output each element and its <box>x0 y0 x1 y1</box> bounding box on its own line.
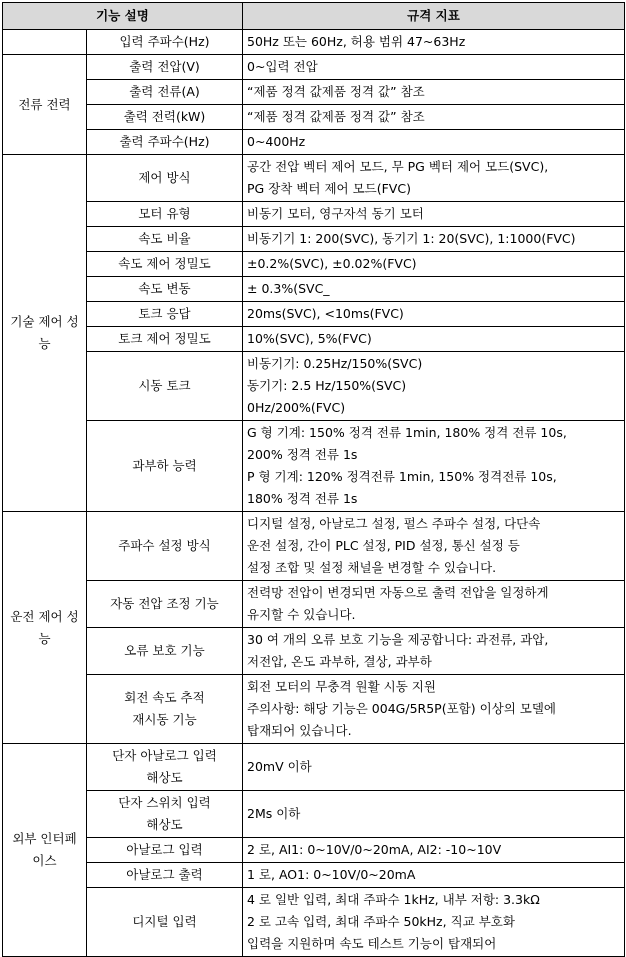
header-row <box>3 3 625 30</box>
table-row <box>3 202 625 227</box>
value-cell: 20ms(SVC), <10ms(FVC) <box>243 302 625 327</box>
feature-cell: 모터 유형 <box>87 202 243 227</box>
table-row <box>3 105 625 130</box>
table-row <box>3 327 625 352</box>
feature-cell: 속도 제어 정밀도 <box>87 252 243 277</box>
feature-cell: 출력 전압(V) <box>87 55 243 80</box>
table-row <box>3 888 625 957</box>
table-row <box>3 628 625 675</box>
value-cell: 10%(SVC), 5%(FVC) <box>243 327 625 352</box>
table-row <box>3 791 625 838</box>
table-row <box>3 227 625 252</box>
feature-cell: 자동 전압 조정 기능 <box>87 581 243 628</box>
feature-cell: 토크 제어 정밀도 <box>87 327 243 352</box>
value-cell: G 형 기계: 150% 정격 전류 1min, 180% 정격 전류 10s, 200% 정격 전류 1s P 형 기계: 120% 정격전류 1min, 150% 정격전류 10s, 180% 정격 전류 1s <box>243 421 625 512</box>
category-cell: 기술 제어 성능 <box>3 155 87 512</box>
value-cell: ± 0.3%(SVC_ <box>243 277 625 302</box>
feature-cell: 출력 전류(A) <box>87 80 243 105</box>
feature-cell: 입력 주파수(Hz) <box>87 30 243 55</box>
value-cell: “제품 정격 값제품 정격 값” 참조 <box>243 105 625 130</box>
value-cell: 0~입력 전압 <box>243 55 625 80</box>
value-cell: “제품 정격 값제품 정격 값” 참조 <box>243 80 625 105</box>
feature-cell: 디지털 입력 <box>87 888 243 957</box>
feature-cell: 제어 방식 <box>87 155 243 202</box>
table-row <box>3 277 625 302</box>
value-cell: 회전 모터의 무충격 원활 시동 지원 주의사항: 해당 기능은 004G/5R5P(포함) 이상의 모델에 탑재되어 있습니다. <box>243 675 625 744</box>
table-row <box>3 744 625 791</box>
feature-cell: 출력 전력(kW) <box>87 105 243 130</box>
table-row <box>3 863 625 888</box>
category-cell: 운전 제어 성능 <box>3 512 87 744</box>
feature-cell: 단자 아날로그 입력 해상도 <box>87 744 243 791</box>
feature-cell: 토크 응답 <box>87 302 243 327</box>
value-cell: 0~400Hz <box>243 130 625 155</box>
value-cell: 비동기 모터, 영구자석 동기 모터 <box>243 202 625 227</box>
table-row <box>3 130 625 155</box>
value-cell: 30 여 개의 오류 보호 기능을 제공합니다: 과전류, 과압, 저전압, 온도 과부하, 결상, 과부하 <box>243 628 625 675</box>
value-cell: 1 로, AO1: 0~10V/0~20mA <box>243 863 625 888</box>
table-row <box>3 252 625 277</box>
feature-cell: 과부하 능력 <box>87 421 243 512</box>
header-spec: 규격 지표 <box>243 3 625 30</box>
table-row <box>3 30 625 55</box>
feature-cell: 아날로그 출력 <box>87 863 243 888</box>
table-row <box>3 512 625 581</box>
spec-table <box>2 2 625 957</box>
value-cell: 2 로, AI1: 0~10V/0~20mA, AI2: -10~10V <box>243 838 625 863</box>
value-cell: ±0.2%(SVC), ±0.02%(FVC) <box>243 252 625 277</box>
table-row <box>3 581 625 628</box>
table-row <box>3 421 625 512</box>
feature-cell: 주파수 설정 방식 <box>87 512 243 581</box>
feature-cell: 속도 변동 <box>87 277 243 302</box>
category-cell: 외부 인터페이스 <box>3 744 87 957</box>
feature-cell: 속도 비율 <box>87 227 243 252</box>
table-row <box>3 80 625 105</box>
category-cell <box>3 30 87 55</box>
feature-cell: 아날로그 입력 <box>87 838 243 863</box>
table-row <box>3 352 625 421</box>
feature-cell: 출력 주파수(Hz) <box>87 130 243 155</box>
value-cell: 공간 전압 벡터 제어 모드, 무 PG 벡터 제어 모드(SVC), PG 장착 벡터 제어 모드(FVC) <box>243 155 625 202</box>
value-cell: 비동기기 1: 200(SVC), 동기기 1: 20(SVC), 1:1000(FVC) <box>243 227 625 252</box>
category-cell: 전류 전력 <box>3 55 87 155</box>
feature-cell: 시동 토크 <box>87 352 243 421</box>
feature-cell: 오류 보호 기능 <box>87 628 243 675</box>
table-row <box>3 302 625 327</box>
value-cell: 50Hz 또는 60Hz, 허용 범위 47~63Hz <box>243 30 625 55</box>
header-feature: 기능 설명 <box>3 3 243 30</box>
value-cell: 전력망 전압이 변경되면 자동으로 출력 전압을 일정하게 유지할 수 있습니다. <box>243 581 625 628</box>
table-row <box>3 155 625 202</box>
table-row <box>3 675 625 744</box>
value-cell: 4 로 일반 입력, 최대 주파수 1kHz, 내부 저항: 3.3kΩ 2 로 고속 입력, 최대 주파수 50kHz, 직교 부호화 입력을 지원하며 속도 테스트 기능이 탑재되어 <box>243 888 625 957</box>
value-cell: 2Ms 이하 <box>243 791 625 838</box>
table-row <box>3 55 625 80</box>
value-cell: 20mV 이하 <box>243 744 625 791</box>
spec-body <box>3 30 625 957</box>
table-row <box>3 838 625 863</box>
value-cell: 디지털 설정, 아날로그 설정, 펄스 주파수 설정, 다단속 운전 설정, 간이 PLC 설정, PID 설정, 통신 설정 등 설정 조합 및 설정 채널을 변경할 수 있습니다. <box>243 512 625 581</box>
value-cell: 비동기기: 0.25Hz/150%(SVC) 동기기: 2.5 Hz/150%(SVC) 0Hz/200%(FVC) <box>243 352 625 421</box>
feature-cell: 단자 스위치 입력 해상도 <box>87 791 243 838</box>
feature-cell: 회전 속도 추적 재시동 기능 <box>87 675 243 744</box>
